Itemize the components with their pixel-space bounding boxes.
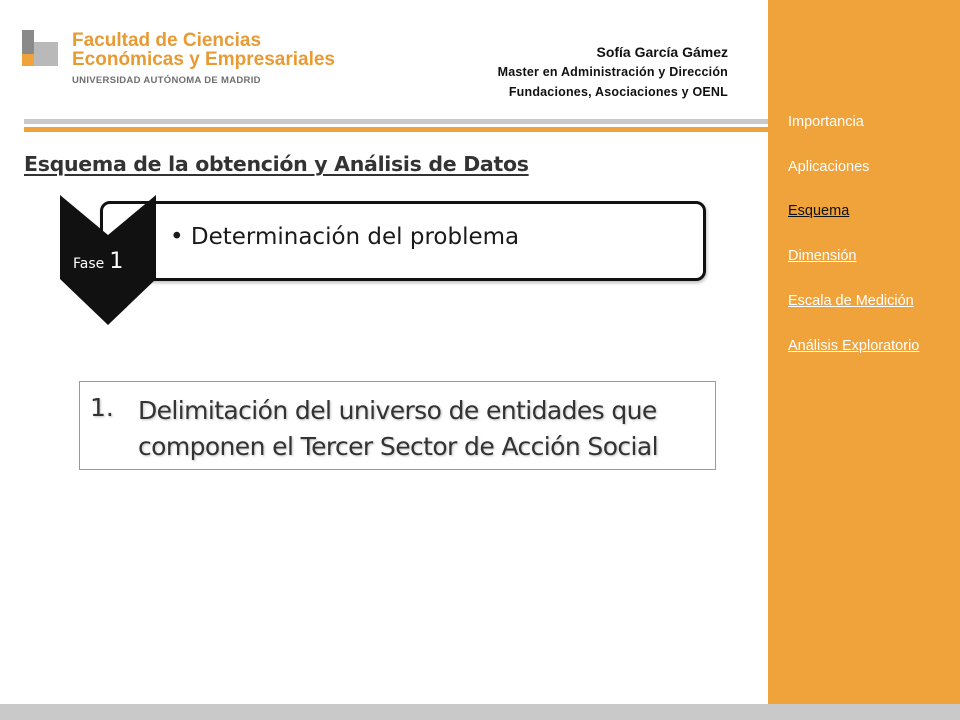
nav-item-esquema[interactable]: Esquema [788,203,850,219]
nav-item-escala-medicion[interactable]: Escala de Medición [788,293,914,309]
nav-item-importancia[interactable]: Importancia [788,114,864,130]
phase-label [73,249,123,274]
logo-line-2: Económicas y Empresariales [72,49,335,70]
phase-bullet-text: • Determinación del problema [170,224,520,250]
faculty-logo [22,30,362,90]
nav-item-analisis-exploratorio[interactable]: Análisis Exploratorio [788,338,920,354]
phase-label-number: 1 [109,249,124,274]
phase-label-word: Fase [73,256,105,272]
nav-item-aplicaciones[interactable]: Aplicaciones [788,159,870,175]
author-name: Sofía García Gámez [596,44,728,60]
logo-university: UNIVERSIDAD AUTÓNOMA DE MADRID [72,75,261,86]
step-text: Delimitación del universo de entidades que componen el Tercer Sector de Acción Social [138,396,658,461]
bottom-bar [0,704,960,720]
faculty-logo-mark-icon [22,30,58,66]
author-program-line-1: Master en Administración y Dirección [497,65,728,79]
header-divider-orange [24,127,768,132]
step-number: 1. [90,393,114,422]
logo-line-1: Facultad de Ciencias [72,30,262,51]
header-divider-grey [24,119,768,124]
author-program-line-2: Fundaciones, Asociaciones y OENL [508,85,728,99]
slide-title: Esquema de la obtención y Análisis de Datos [24,152,529,176]
nav-item-dimension[interactable]: Dimensión [788,248,857,264]
author-block [498,42,728,102]
